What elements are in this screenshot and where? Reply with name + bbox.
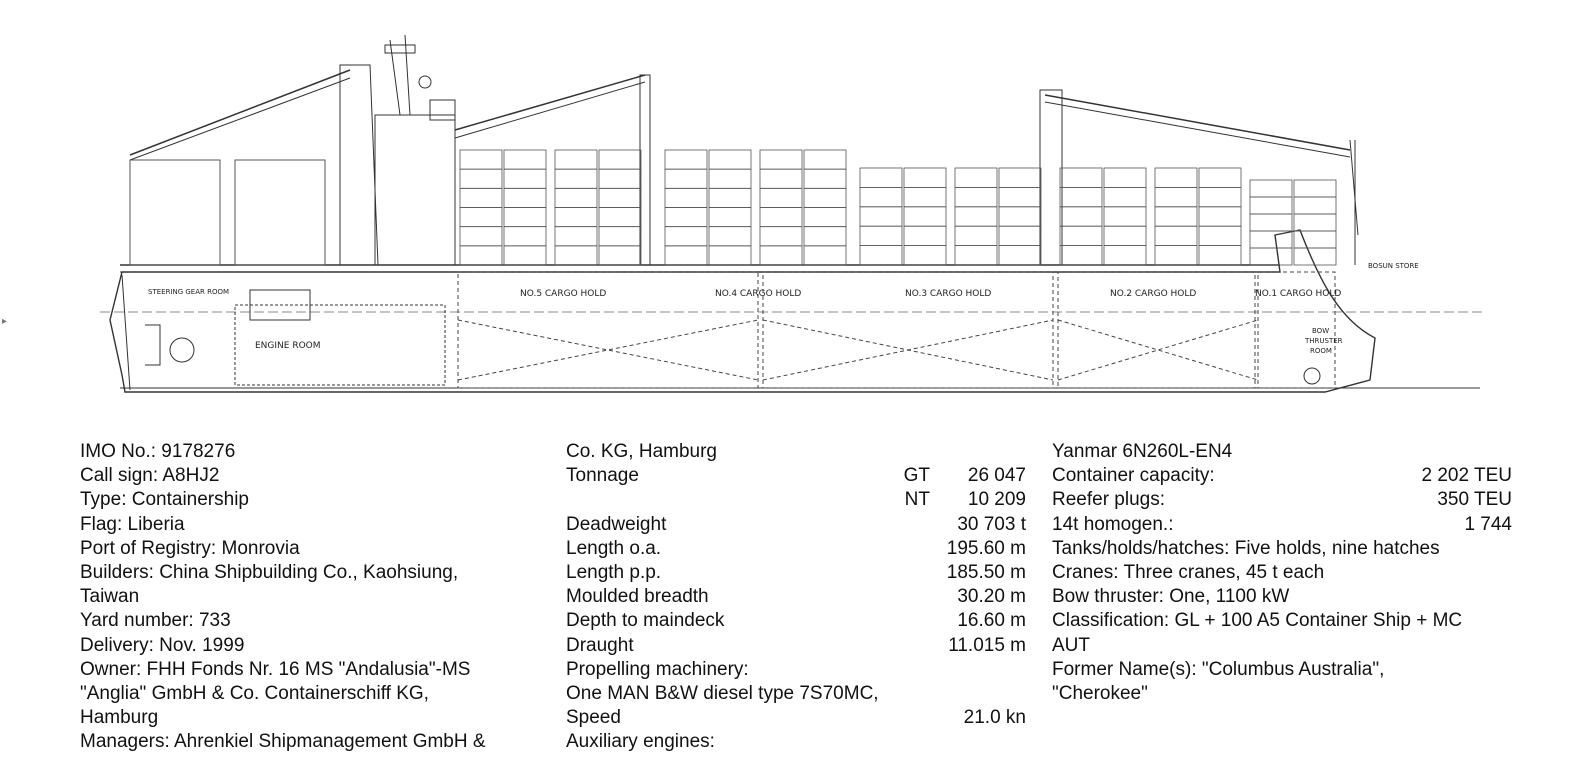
deck-container (460, 169, 502, 188)
deck-container (1060, 168, 1102, 187)
deck-container (665, 169, 707, 188)
former-names: Former Name(s): "Columbus Australia", (1052, 658, 1385, 680)
deck-container (460, 150, 502, 169)
yard-number: Yard number: 733 (80, 610, 231, 632)
deck-container (504, 150, 546, 169)
deck-container (1155, 187, 1197, 206)
homogen-value: 1 744 (1464, 513, 1512, 535)
bow-thruster-label-1: BOW (1312, 327, 1330, 335)
deck-container (555, 188, 597, 207)
propelling-label: Propelling machinery: (566, 658, 749, 680)
deck-container (904, 168, 946, 187)
deck-container (460, 227, 502, 246)
deck-container (1199, 246, 1241, 265)
deck-container (1060, 207, 1102, 226)
hold-label-1: NO.1 CARGO HOLD (1255, 289, 1342, 299)
breadth-row (566, 585, 1026, 609)
cranes: Cranes: Three cranes, 45 t each (1052, 561, 1325, 583)
builders-cont: Taiwan (80, 586, 140, 608)
deck-container (904, 207, 946, 226)
reefer-plugs-value: 350 TEU (1437, 489, 1512, 511)
builders: Builders: China Shipbuilding Co., Kaohsiung, (80, 561, 459, 583)
tanks-holds-hatches: Tanks/holds/hatches: Five holds, nine hatches (1052, 537, 1440, 559)
deck-container (1294, 248, 1336, 265)
hold-label-5: NO.5 CARGO HOLD (520, 289, 607, 299)
deck-container (999, 226, 1041, 245)
expand-caret-icon[interactable]: ▸ (2, 316, 8, 327)
draught-value: 11.015 m (948, 634, 1026, 656)
deck-container (1199, 226, 1241, 245)
deck-container (460, 188, 502, 207)
draught-label: Draught (566, 634, 634, 656)
homogen-row (1052, 513, 1512, 537)
deck-container (804, 227, 846, 246)
deck-container (504, 246, 546, 265)
depth-label: Depth to maindeck (566, 610, 725, 632)
deck-container (665, 150, 707, 169)
flag: Flag: Liberia (80, 513, 185, 535)
container-capacity-row (1052, 464, 1512, 488)
deck-container (1104, 168, 1146, 187)
ship-details-column-3 (1052, 440, 1512, 706)
deck-container (555, 227, 597, 246)
deck-container (709, 188, 751, 207)
deck-container (1060, 187, 1102, 206)
bosun-store-label: BOSUN STORE (1368, 262, 1419, 270)
deck-container (504, 208, 546, 227)
deck-container (1104, 226, 1146, 245)
deck-container (904, 187, 946, 206)
deck-container (1294, 231, 1336, 248)
deck-container (955, 246, 997, 265)
deck-container (1199, 187, 1241, 206)
managers: Managers: Ahrenkiel Shipmanagement GmbH & (80, 731, 486, 753)
deck-container (860, 226, 902, 245)
deck-container (1104, 187, 1146, 206)
deck-container (599, 169, 641, 188)
container-capacity-label: Container capacity: (1052, 465, 1215, 487)
deck-container (955, 187, 997, 206)
owner-cont: "Anglia" GmbH & Co. Containerschiff KG, (80, 682, 429, 704)
bow-thruster: Bow thruster: One, 1100 kW (1052, 586, 1290, 608)
deadweight-label: Deadweight (566, 513, 667, 535)
deck-container (860, 246, 902, 265)
speed-row (566, 706, 1026, 730)
deck-container (709, 246, 751, 265)
deck-container (599, 150, 641, 169)
deck-container (1060, 246, 1102, 265)
deck-container (1155, 207, 1197, 226)
port-of-registry: Port of Registry: Monrovia (80, 537, 300, 559)
deck-container (1250, 214, 1292, 231)
deck-container (804, 169, 846, 188)
engine-room-label: ENGINE ROOM (255, 341, 321, 351)
deck-container (760, 208, 802, 227)
deck-container (1294, 214, 1336, 231)
deck-container (709, 227, 751, 246)
deck-container (665, 208, 707, 227)
deck-container (904, 246, 946, 265)
classification: Classification: GL + 100 A5 Container Ship + MC (1052, 610, 1463, 632)
classification-cont: AUT (1052, 634, 1090, 656)
lpp-label: Length p.p. (566, 561, 662, 583)
nt-value: 10 209 (967, 489, 1026, 511)
nt-unit: NT (904, 489, 930, 511)
speed-label: Speed (566, 707, 621, 729)
deck-container (599, 188, 641, 207)
deck-container (504, 227, 546, 246)
deck-container (1294, 180, 1336, 197)
deck-container (709, 169, 751, 188)
steering-gear-room-label: STEERING GEAR ROOM (148, 288, 230, 296)
deck-container (555, 150, 597, 169)
deck-container (760, 227, 802, 246)
deck-container (1155, 226, 1197, 245)
deck-container (460, 246, 502, 265)
deck-container (504, 188, 546, 207)
deck-container (804, 150, 846, 169)
loa-value: 195.60 m (946, 537, 1026, 559)
deck-container (1104, 246, 1146, 265)
deck-container (1060, 226, 1102, 245)
deck-container (860, 187, 902, 206)
propelling-value: One MAN B&W diesel type 7S70MC, (566, 682, 879, 704)
deck-container (1250, 248, 1292, 265)
gt-value: 26 047 (967, 465, 1026, 487)
gt-unit: GT (903, 465, 930, 487)
lpp-row (566, 561, 1026, 585)
draught-row (566, 634, 1026, 658)
tonnage-nt-row (566, 488, 1026, 512)
depth-row (566, 609, 1026, 633)
imo-number: IMO No.: 9178276 (80, 441, 236, 462)
deck-container (555, 208, 597, 227)
deck-container (1104, 207, 1146, 226)
tonnage-gt-row (566, 464, 1026, 488)
owner-cont-2: Hamburg (80, 707, 159, 729)
managers-cont: Co. KG, Hamburg (566, 441, 717, 462)
deck-container (555, 246, 597, 265)
deck-container (955, 207, 997, 226)
homogen-label: 14t homogen.: (1052, 513, 1174, 535)
deck-container (760, 188, 802, 207)
reefer-plugs-row (1052, 488, 1512, 512)
bow-thruster-label-3: ROOM (1310, 347, 1332, 355)
deck-container (1155, 168, 1197, 187)
deck-container (955, 226, 997, 245)
deck-container (555, 169, 597, 188)
deck-container (804, 188, 846, 207)
ship-details-column-2 (566, 440, 1026, 754)
loa-row (566, 537, 1026, 561)
owner: Owner: FHH Fonds Nr. 16 MS "Andalusia"-MS (80, 658, 471, 680)
deck-container (504, 169, 546, 188)
deck-container (709, 150, 751, 169)
call-sign: Call sign: A8HJ2 (80, 465, 220, 487)
deck-container (1199, 207, 1241, 226)
breadth-label: Moulded breadth (566, 586, 709, 608)
deck-container (904, 226, 946, 245)
hold-label-4: NO.4 CARGO HOLD (715, 289, 802, 299)
tonnage-label: Tonnage (566, 465, 639, 487)
deck-container (1155, 246, 1197, 265)
deck-container (999, 168, 1041, 187)
deadweight-value: 30 703 t (957, 513, 1026, 535)
delivery: Delivery: Nov. 1999 (80, 634, 245, 656)
deck-container (760, 150, 802, 169)
deck-container (860, 207, 902, 226)
deck-container (999, 187, 1041, 206)
deck-container (804, 246, 846, 265)
deck-container (460, 208, 502, 227)
deck-container (860, 168, 902, 187)
ship-type: Type: Containership (80, 489, 249, 511)
deck-container (665, 246, 707, 265)
deck-container (599, 227, 641, 246)
ship-details-column-1 (80, 440, 550, 754)
former-names-cont: "Cherokee" (1052, 682, 1148, 704)
aux-engines-label: Auxiliary engines: (566, 731, 715, 753)
hold-label-2: NO.2 CARGO HOLD (1110, 289, 1197, 299)
deck-container (999, 246, 1041, 265)
lpp-value: 185.50 m (946, 561, 1026, 583)
deck-container (1250, 180, 1292, 197)
deck-container (1250, 197, 1292, 214)
hold-label-3: NO.3 CARGO HOLD (905, 289, 992, 299)
deck-container (760, 246, 802, 265)
deck-container (1199, 168, 1241, 187)
deck-container (599, 208, 641, 227)
deck-container (665, 227, 707, 246)
depth-value: 16.60 m (957, 610, 1026, 632)
deck-container (760, 169, 802, 188)
deck-container (955, 168, 997, 187)
deck-container (665, 188, 707, 207)
bow-thruster-label-2: THRUSTER (1305, 337, 1343, 345)
deck-container (1294, 197, 1336, 214)
ship-profile-drawing (100, 20, 1485, 410)
deck-container (709, 208, 751, 227)
container-capacity-value: 2 202 TEU (1421, 465, 1512, 487)
aux-engines-value: Yanmar 6N260L-EN4 (1052, 441, 1233, 462)
deck-container (599, 246, 641, 265)
reefer-plugs-label: Reefer plugs: (1052, 489, 1166, 511)
deck-container (999, 207, 1041, 226)
deck-container (804, 208, 846, 227)
breadth-value: 30.20 m (957, 586, 1026, 608)
speed-value: 21.0 kn (963, 707, 1026, 729)
deadweight-row (566, 513, 1026, 537)
loa-label: Length o.a. (566, 537, 662, 559)
